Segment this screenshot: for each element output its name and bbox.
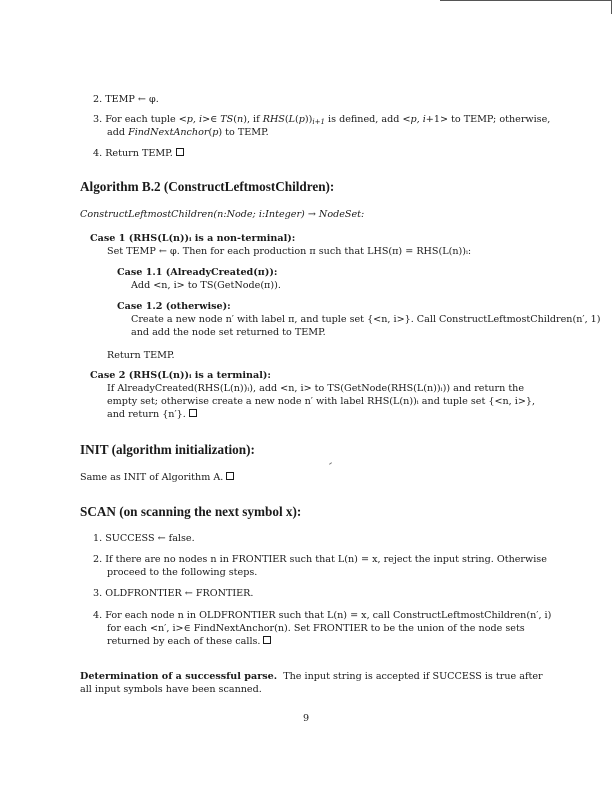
determination-heading: Determination of a successful parse. [80, 671, 278, 682]
determination-line-1: Determination of a successful parse. The input string is accepted if SUCCESS is true after [80, 671, 543, 682]
init-heading: INIT (algorithm initialization): [80, 442, 255, 457]
qed-box-icon [189, 409, 197, 417]
case-2-heading: Case 2 (RHS(L(n))ᵢ is a terminal): [90, 370, 271, 381]
case-1-heading: Case 1 (RHS(L(n))ᵢ is a non-terminal): [90, 233, 296, 244]
case-1-1-heading: Case 1.1 (AlreadyCreated(π)): [117, 267, 278, 278]
scan-step-2-line-2: proceed to the following steps. [107, 567, 258, 578]
case-1-1-body: Add <n, i> to TS(GetNode(π)). [131, 280, 281, 291]
determination-line-2: all input symbols have been scanned. [80, 684, 262, 695]
case-1-body: Set TEMP ← φ. Then for each production π such that LHS(π) = RHS(L(n))ᵢ: [107, 246, 472, 257]
case-2-line-2: empty set; otherwise create a new node n′ with label RHS(L(n))ᵢ and tuple set {<n, i>}, [107, 396, 536, 407]
function-signature: ConstructLeftmostChildren(n:Node; i:Integer) → NodeSet: [80, 209, 365, 220]
algorithm-b2-heading: Algorithm B.2 (ConstructLeftmostChildren): [80, 179, 335, 194]
scan-step-4-line-2: for each <n′, i>∈ FindNextAnchor(n). Set FRONTIER to be the union of the node sets [107, 623, 525, 634]
step-4-text: 4. Return TEMP. [93, 147, 184, 160]
scan-step-2-line-1: 2. If there are no nodes n in FRONTIER such that L(n) = x, reject the input string. Otherwise [93, 554, 547, 565]
qed-box-icon [176, 148, 184, 156]
step-2-text: 2. TEMP ← φ. [93, 94, 159, 105]
return-temp-text: Return TEMP. [107, 350, 175, 361]
qed-box-icon [226, 472, 234, 480]
qed-box-icon [263, 636, 271, 644]
init-body: Same as INIT of Algorithm A. [80, 471, 234, 484]
case-1-2-line-1: Create a new node n′ with label π, and tuple set {<n, i>}. Call ConstructLeftmostChildren(n′, 1) [131, 314, 601, 325]
step-3-line-1: 3. For each tuple <p, i>∈ TS(n), if $RHS(L(p))_{i+1}$ is defined, add <p, i+1> to TEMP; otherwise, [93, 114, 551, 126]
scan-step-3: 3. OLDFRONTIER ← FRONTIER. [93, 588, 254, 599]
page-number: 9 [302, 713, 310, 724]
case-2-line-1: If AlreadyCreated(RHS(L(n))ᵢ), add <n, i> to TS(GetNode(RHS(L(n))ᵢ)) and return the [107, 383, 525, 394]
case-1-2-heading: Case 1.2 (otherwise): [117, 301, 231, 312]
scan-step-4-line-3: returned by each of these calls. [107, 635, 271, 648]
case-1-2-line-2: and add the node set returned to TEMP. [131, 327, 326, 338]
step-3-line-2: add FindNextAnchor(p) to TEMP. [107, 127, 269, 138]
case-2-line-3: and return {n′}. [107, 408, 197, 421]
scan-step-4-line-1: 4. For each node n in OLDFRONTIER such that L(n) = x, call ConstructLeftmostChildren(n′, i) [93, 610, 552, 621]
scan-step-1: 1. SUCCESS ← false. [93, 533, 195, 544]
scan-heading: SCAN (on scanning the next symbol x): [80, 504, 302, 519]
